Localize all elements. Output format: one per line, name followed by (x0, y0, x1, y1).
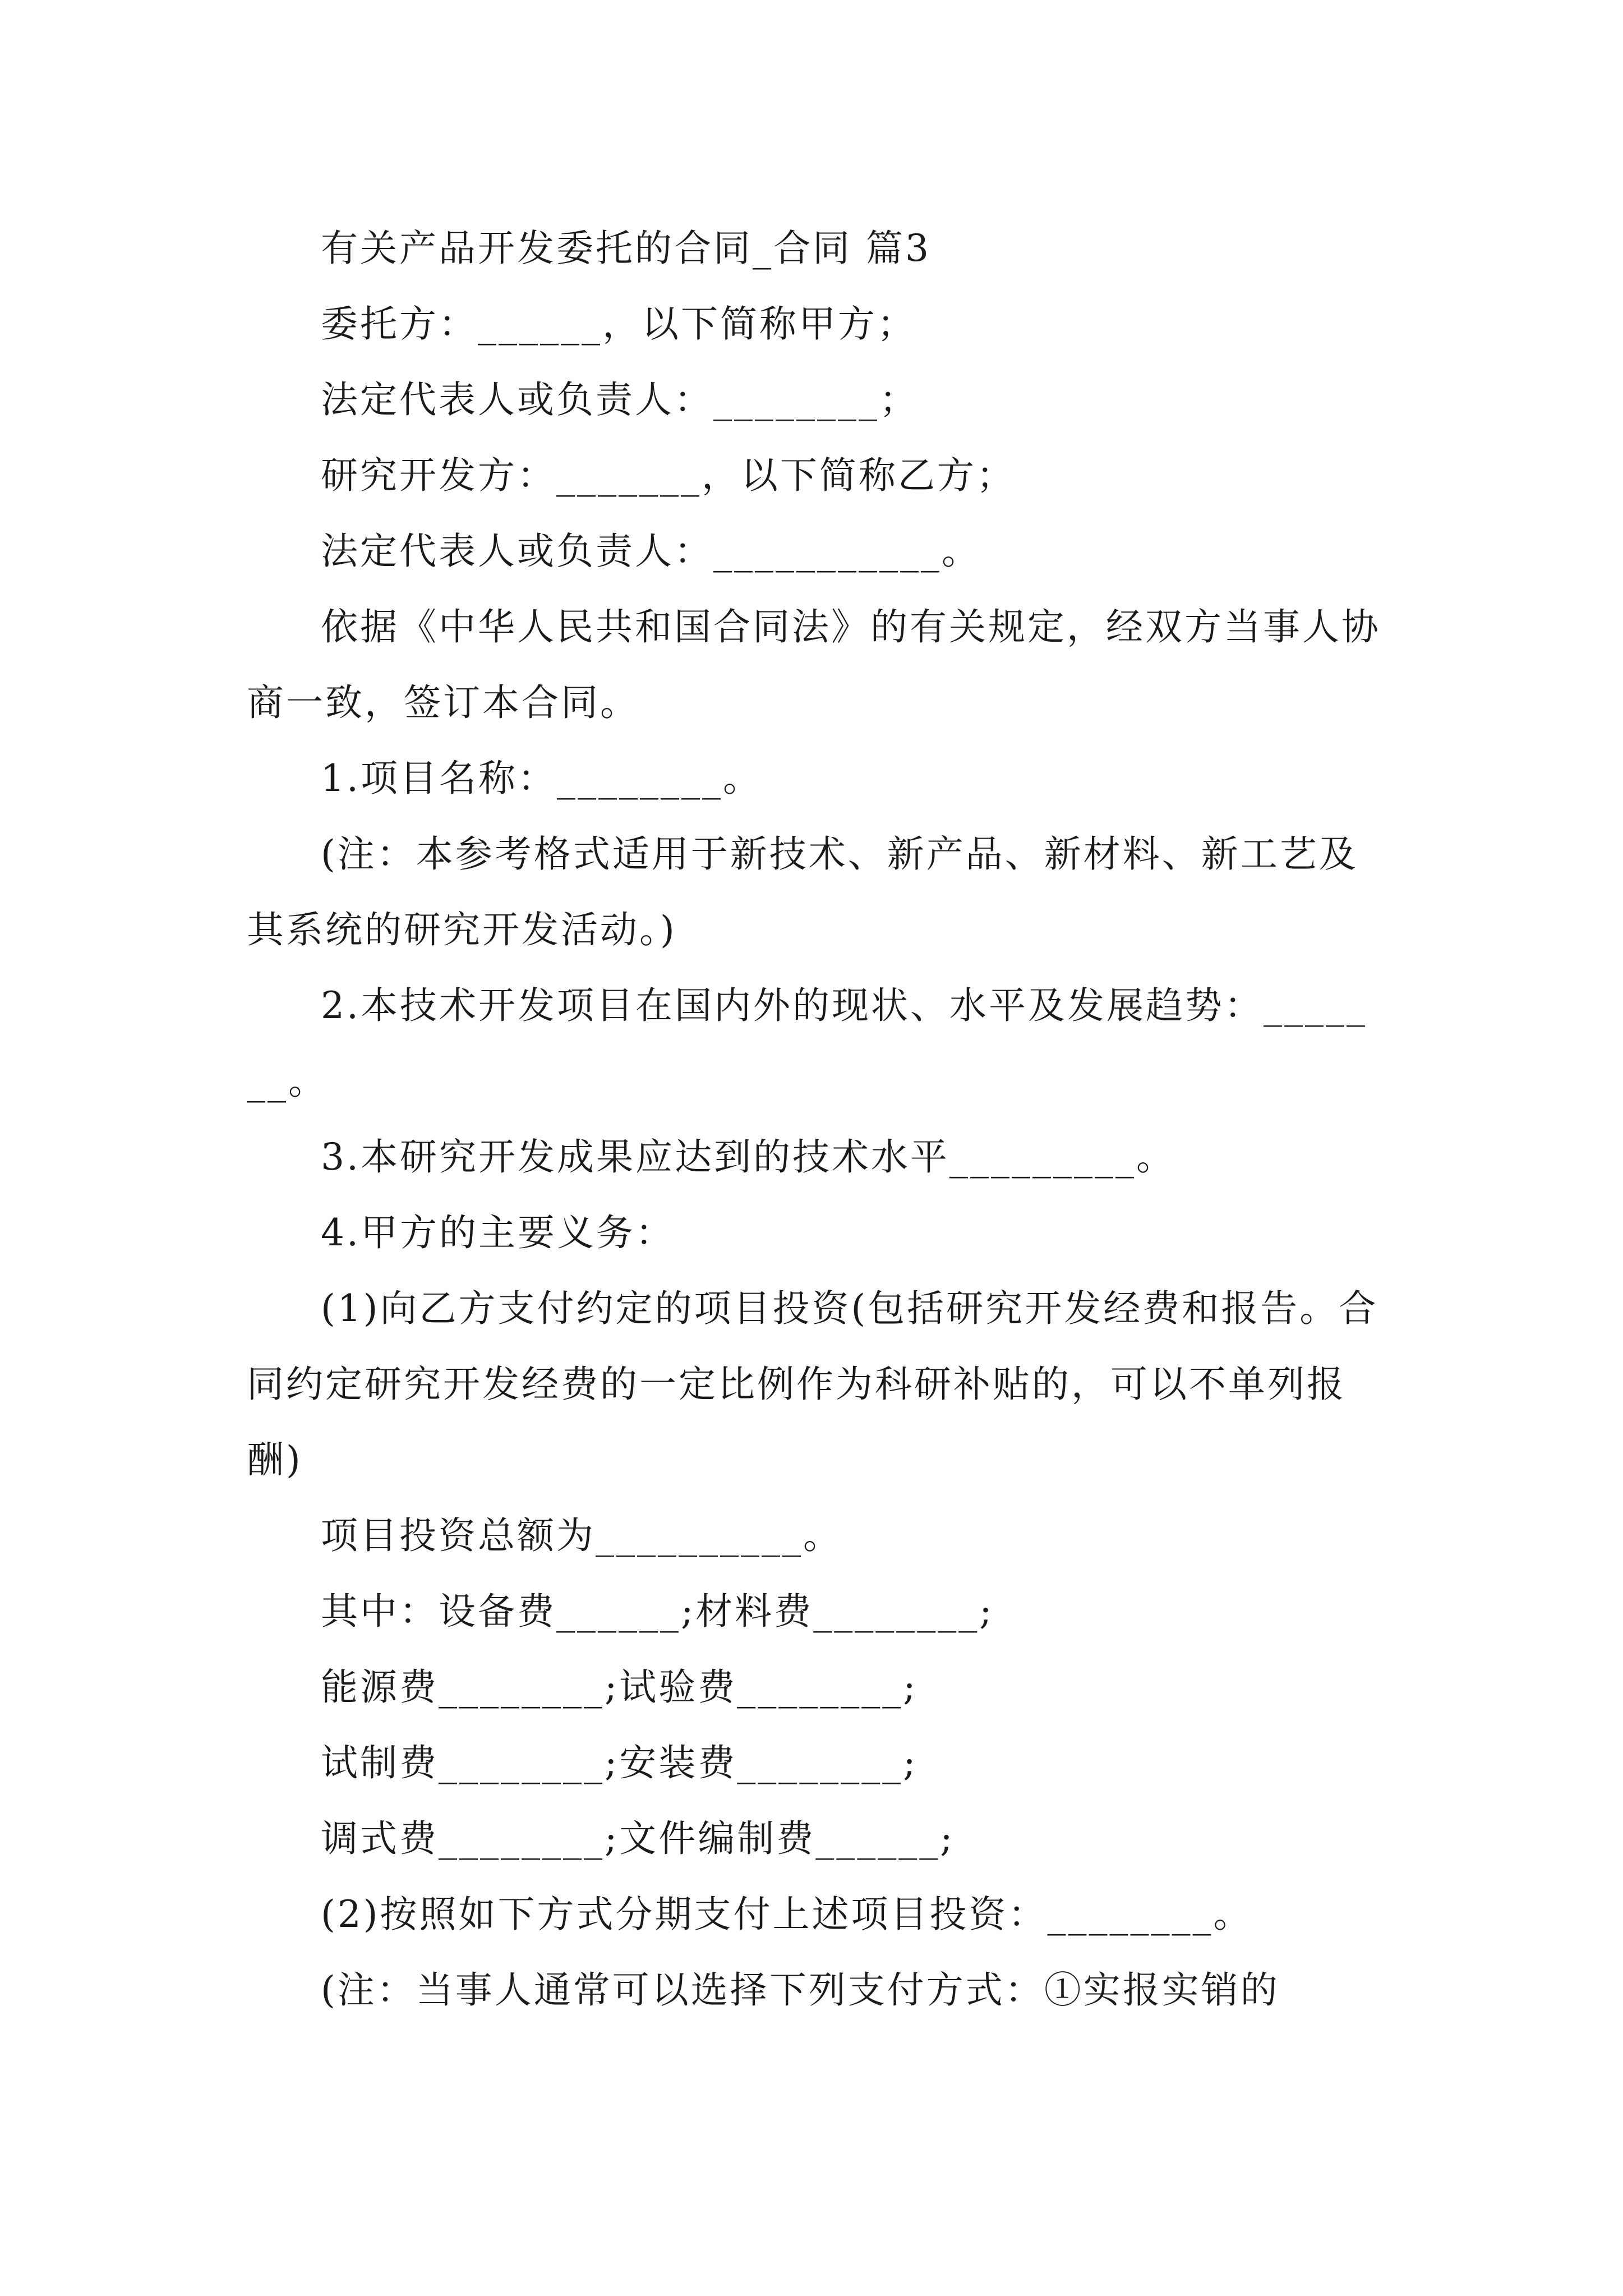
cost-breakdown-line-3: 试制费________;安装费________; (321, 1741, 918, 1784)
project-name-clause: 1.项目名称：________。 (321, 757, 762, 800)
developer-representative-line: 法定代表人或负责人：___________。 (321, 530, 981, 573)
cost-breakdown-line-2: 能源费________;试验费________; (321, 1665, 918, 1709)
client-party-line: 委托方：______，以下简称甲方； (321, 302, 916, 346)
investment-payment-clause: (1)向乙方支付约定的项目投资(包括研究开发经费和报告。合同约定研究开发经费的一定比例作为科研补贴的，可以不单列报酬) (247, 1287, 1378, 1481)
developer-party-line: 研究开发方：_______，以下简称乙方； (321, 454, 1016, 497)
client-representative-line: 法定代表人或负责人：________； (321, 378, 919, 421)
scope-note: (注：本参考格式适用于新技术、新产品、新材料、新工艺及其系统的研究开发活动。) (247, 832, 1358, 951)
technical-level-clause: 3.本研究开发成果应达到的技术水平_________。 (321, 1135, 1175, 1179)
cost-breakdown-line-4: 调式费________;文件编制费______; (321, 1817, 955, 1860)
legal-basis-paragraph: 依据《中华人民共和国合同法》的有关规定，经双方当事人协商一致，签订本合同。 (247, 605, 1381, 724)
contract-heading: 有关产品开发委托的合同_合同 篇3 (321, 227, 931, 270)
payment-method-note: (注：当事人通常可以选择下列支付方式：①实报实销的 (321, 1968, 1280, 2012)
party-a-obligations-heading: 4.甲方的主要义务： (321, 1211, 675, 1254)
contract-body (247, 210, 1385, 2028)
status-trend-clause: 2.本技术开发项目在国内外的现状、水平及发展趋势：_______。 (247, 984, 1367, 1103)
total-investment-line: 项目投资总额为__________。 (321, 1514, 842, 1557)
installment-payment-clause: (2)按照如下方式分期支付上述项目投资：________。 (321, 1893, 1253, 1936)
cost-breakdown-line-1: 其中：设备费______;材料费________; (321, 1590, 994, 1633)
